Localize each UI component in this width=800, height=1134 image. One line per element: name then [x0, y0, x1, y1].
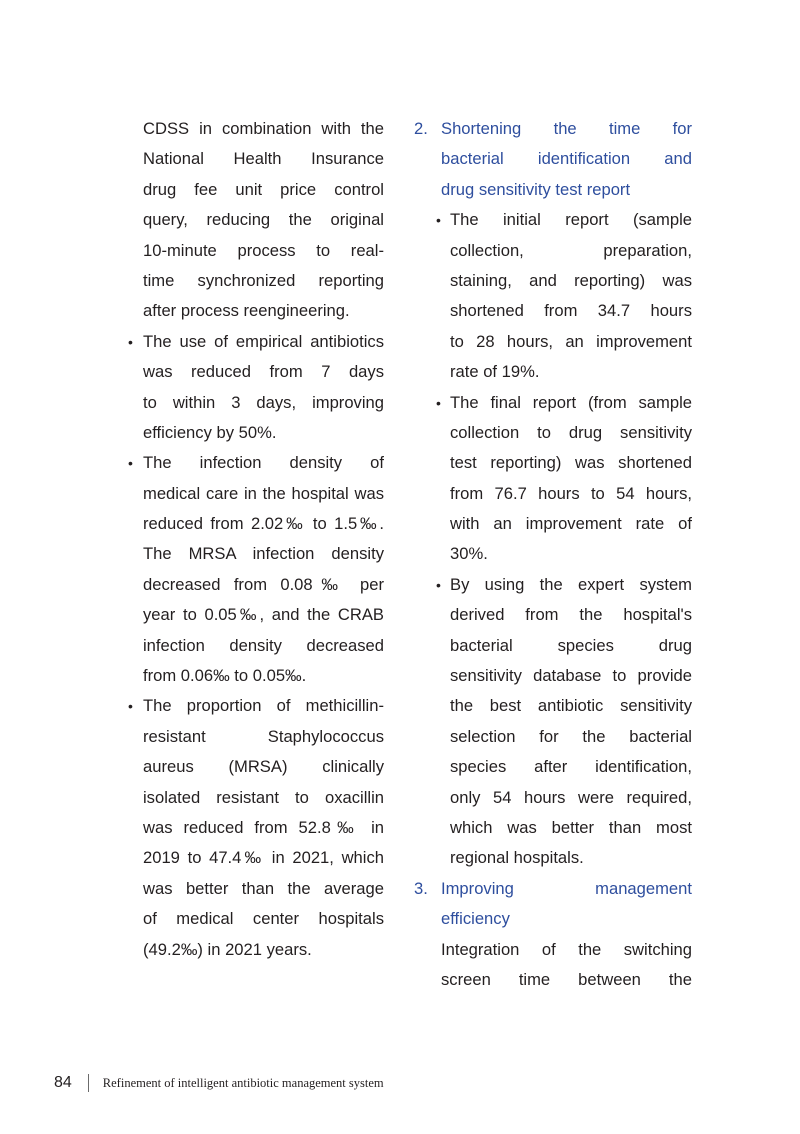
body-line: resistant Staphylococcus: [143, 726, 384, 746]
body-line: from 76.7 hours to 54 hours,: [450, 483, 692, 503]
heading-line: Shortening the time for: [441, 119, 692, 138]
body-line: selection for the bacterial: [450, 726, 692, 746]
bullet-item-initial-report: [414, 205, 692, 387]
body-line: only 54 hours were required,: [450, 787, 692, 807]
body-line: By using the expert system: [450, 574, 692, 594]
body-line: collection to drug sensitivity: [450, 422, 692, 442]
body-line: to 28 hours, an improvement: [450, 331, 692, 351]
body-line: (49.2‰) in 2021 years.: [143, 939, 312, 959]
body-line: with an improvement rate of: [450, 514, 692, 534]
body-line: derived from the hospital's: [450, 605, 692, 625]
body-line: test reporting) was shortened: [450, 453, 692, 473]
footer-title: Refinement of intelligent antibiotic management system: [102, 1075, 384, 1090]
bullet-icon: •: [128, 455, 133, 472]
body-line: drug fee unit price control: [143, 179, 384, 199]
right-column: [414, 114, 692, 995]
page-number: 84: [54, 1074, 72, 1091]
body-line: bacterial species drug: [450, 635, 692, 655]
bullet-item-final-report: [414, 388, 692, 570]
body-line: species after identification,: [450, 757, 692, 777]
body-line: after process reengineering.: [143, 301, 350, 321]
body-line: 10-minute process to real-: [143, 240, 384, 260]
body-line: decreased from 0.08‰ per: [143, 574, 384, 594]
body-line: shortened from 34.7 hours: [450, 301, 692, 321]
page-footer: [54, 1072, 384, 1094]
body-line: CDSS in combination with the: [143, 119, 384, 138]
body-line: time synchronized reporting: [143, 270, 384, 290]
heading-line: efficiency: [441, 909, 510, 929]
bullet-icon: •: [436, 576, 441, 593]
body-line: medical care in the hospital was: [143, 483, 384, 503]
body-line: The initial report (sample: [450, 210, 692, 230]
body-line: The final report (from sample: [450, 392, 692, 412]
body-line: National Health Insurance: [143, 149, 384, 169]
heading-line: Improving management: [441, 878, 692, 898]
body-line: which was better than most: [450, 817, 692, 837]
body-line: isolated resistant to oxacillin: [143, 787, 384, 807]
bullet-icon: •: [436, 394, 441, 411]
bullet-icon: •: [128, 333, 133, 350]
body-line: to within 3 days, improving: [143, 392, 384, 412]
body-line: Integration of the switching: [441, 939, 692, 959]
body-line: 30%.: [450, 544, 488, 564]
body-line: was reduced from 7 days: [143, 362, 384, 382]
body-line: staining, and reporting) was: [450, 270, 692, 290]
body-line: year to 0.05‰, and the CRAB: [143, 605, 384, 625]
body-line: sensitivity database to provide: [450, 666, 692, 686]
body-line: was reduced from 52.8‰ in: [143, 817, 384, 837]
section-heading-management-efficiency: [414, 874, 692, 935]
section-number: 3.: [414, 878, 428, 898]
body-line: rate of 19%.: [450, 362, 540, 382]
body-line: screen time between the: [441, 969, 692, 989]
bullet-item-expert-system: [414, 570, 692, 874]
body-line: 2019 to 47.4‰ in 2021, which: [143, 848, 384, 868]
body-line: of medical center hospitals: [143, 909, 384, 929]
body-line: The infection density of: [143, 453, 384, 473]
bullet-item-empirical-antibiotics: [116, 327, 384, 449]
body-line: reduced from 2.02‰ to 1.5‰.: [143, 514, 384, 534]
footer-divider: [88, 1074, 89, 1092]
left-column: [116, 114, 384, 965]
body-line: aureus (MRSA) clinically: [143, 757, 384, 777]
body-line: query, reducing the original: [143, 210, 384, 230]
bullet-icon: •: [128, 698, 133, 715]
bullet-item-mrsa-proportion: [116, 691, 384, 965]
section-number: 2.: [414, 119, 428, 138]
section-heading-shortening-time: [414, 114, 692, 205]
body-line: The proportion of methicillin-: [143, 696, 384, 716]
body-line: regional hospitals.: [450, 848, 584, 868]
body-line: the best antibiotic sensitivity: [450, 696, 692, 716]
heading-line: bacterial identification and: [441, 149, 692, 169]
heading-line: drug sensitivity test report: [441, 179, 631, 199]
body-line: from 0.06‰ to 0.05‰.: [143, 666, 307, 686]
body-line: collection, preparation,: [450, 240, 692, 260]
body-line: The MRSA infection density: [143, 544, 384, 564]
body-line: efficiency by 50%.: [143, 422, 277, 442]
bullet-item-infection-density: [116, 448, 384, 691]
body-line: was better than the average: [143, 878, 384, 898]
body-line: infection density decreased: [143, 635, 384, 655]
bullet-icon: •: [436, 212, 441, 229]
body-line: The use of empirical antibiotics: [143, 331, 384, 351]
